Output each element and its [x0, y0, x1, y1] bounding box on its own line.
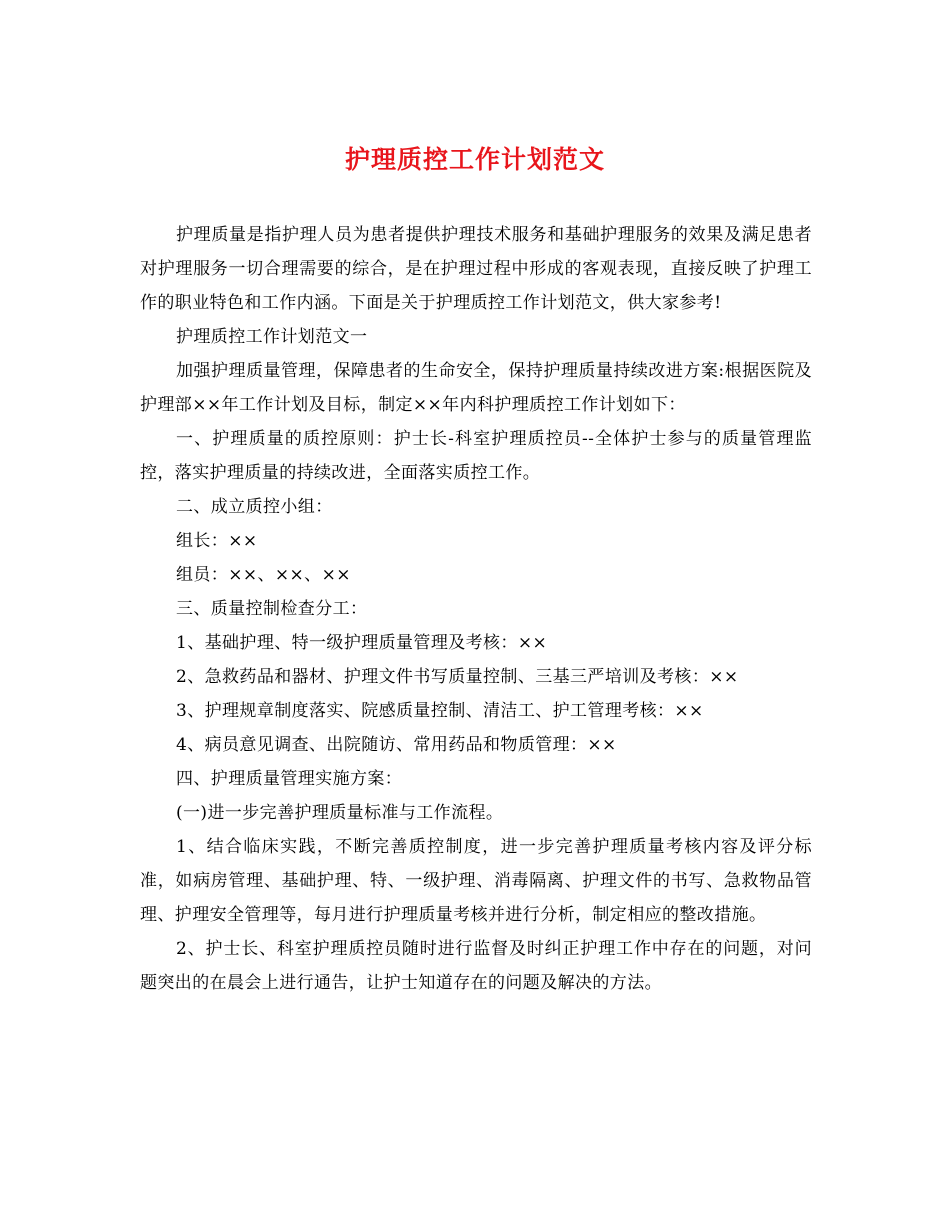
list-item: 1、基础护理、特一级护理质量管理及考核：××	[176, 633, 548, 653]
list-item: 2、护士长、科室护理质控员随时进行监督及时纠正护理工作中存在的问题，对问题突出的在晨会上进行通告，让护士知道存在的问题及解决的方法。	[140, 939, 812, 993]
list-item: 2、急救药品和器材、护理文件书写质量控制、三基三严培训及考核：××	[176, 667, 739, 687]
list-item: 1、结合临床实践，不断完善质控制度，进一步完善护理质量考核内容及评分标准，如病房管理、基础护理、特、一级护理、消毒隔离、护理文件的书写、急救物品管理、护理安全管理等，每月进行护理质量考核并进行分析，制定相应的整改措施。	[140, 837, 812, 925]
paragraph: 组长：××	[176, 531, 258, 551]
paragraph: (一)进一步完善护理质量标准与工作流程。	[176, 803, 504, 823]
paragraph: 加强护理质量管理，保障患者的生命安全，保持护理质量持续改进方案:根据医院及护理部××年工作计划及目标，制定××年内科护理质控工作计划如下：	[140, 361, 812, 415]
document-body	[140, 218, 812, 1000]
paragraph: 二、成立质控小组：	[176, 497, 333, 517]
intro-paragraph: 护理质量是指护理人员为患者提供护理技术服务和基础护理服务的效果及满足患者对护理服务一切合理需要的综合，是在护理过程中形成的客观表现，直接反映了护理工作的职业特色和工作内涵。下面是关于护理质控工作计划范文，供大家参考!	[140, 225, 812, 313]
list-item: 3、护理规章制度落实、院感质量控制、清洁工、护工管理考核：××	[176, 701, 704, 721]
paragraph: 四、护理质量管理实施方案：	[176, 769, 403, 789]
paragraph: 三、质量控制检查分工：	[176, 599, 368, 619]
document-title: 护理质控工作计划范文	[344, 145, 605, 174]
section-heading: 护理质控工作计划范文一	[176, 327, 368, 347]
paragraph: 组员：××、××、××	[176, 565, 351, 585]
paragraph: 一、护理质量的质控原则：护士长-科室护理质控员--全体护士参与的质量管理监控，落实护理质量的持续改进，全面落实质控工作。	[140, 429, 812, 483]
list-item: 4、病员意见调查、出院随访、常用药品和物质管理：××	[176, 735, 617, 755]
